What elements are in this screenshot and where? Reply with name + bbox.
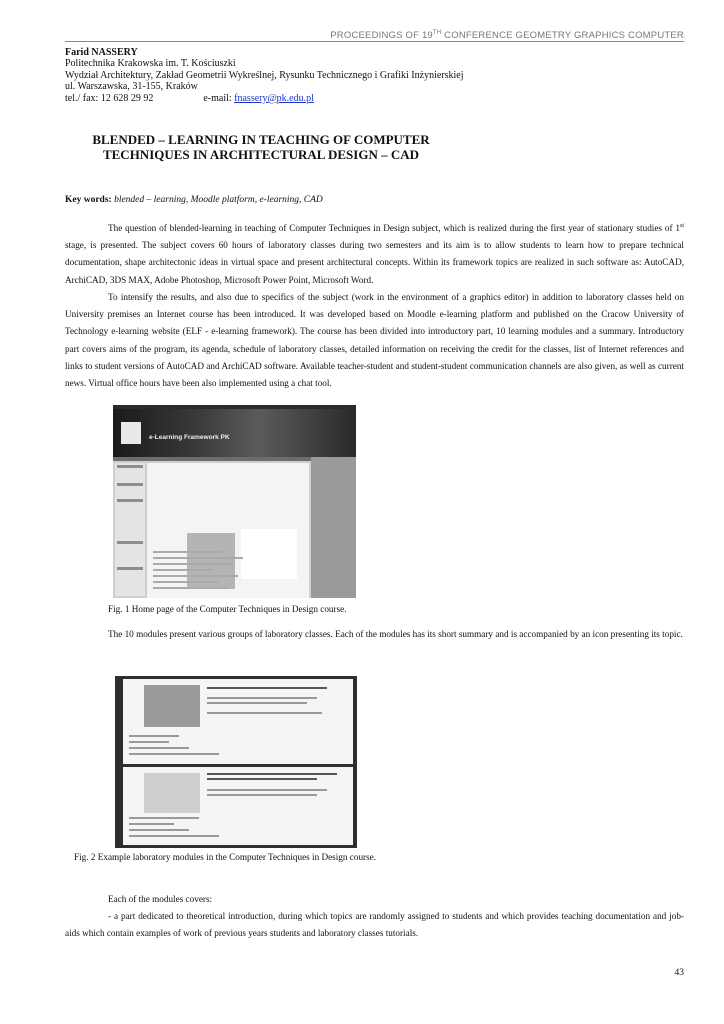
page-number: 43: [674, 968, 684, 978]
paragraph-5: - a part dedicated to theoretical introduction, during which topics are randomly assigned to students and which provides teaching documentation and job-aids which contain examples of work of previous years students and laboratory classes tutorials.: [65, 911, 684, 939]
figure-2-screenshot: [115, 676, 357, 848]
paragraph-4: Each of the modules covers:: [108, 894, 213, 904]
author-block: [65, 47, 464, 104]
author-phone: tel./ fax: 12 628 29 92: [65, 92, 154, 104]
author-address: ul. Warszawska, 31-155, Kraków: [65, 81, 198, 93]
title-line-2: TECHNIQUES IN ARCHITECTURAL DESIGN – CAD: [102, 146, 420, 162]
figure-2-caption: Fig. 2 Example laboratory modules in the Computer Techniques in Design course.: [74, 852, 377, 862]
keywords: [65, 195, 323, 205]
paragraph-3: The 10 modules present various groups of laboratory classes. Each of the modules has its short summary and is accompanied by an icon presenting its topic.: [108, 629, 683, 639]
figure-1-banner-text: e-Learning Framework PK: [149, 434, 230, 441]
paragraph-2: To intensify the results, and also due to specifics of the subject (work in the environment of a graphics editor) in addition to laboratory classes held on University premises an Internet course has been introduced. It was developed based on Moodle e-learning platform and published on the Cracow University of Technology e-learning website (ELF - e-learning framework). The course has been divided into introductory part, 10 learning modules and a summary. Introductory part covers aims of the program, its agenda, schedule of laboratory classes, detailed information on receiving the credit for the classes, list of Internet references and links to student versions of AutoCAD and ArchiCAD software. Available teacher-student and student-student communication channels are also given, as well as current news. Virtual office hours have been also implemented using a chat tool.: [65, 292, 684, 389]
author-name: Farid NASSERY: [65, 47, 138, 58]
paper-title: [65, 133, 457, 162]
keywords-label: Key words:: [65, 195, 112, 205]
author-department: Wydział Architektury, Zakład Geometrii Wykreślnej, Rysunku Technicznego i Grafiki Inżynierskiej: [65, 69, 464, 81]
paragraph-1: The question of blended-learning in teaching of Computer Techniques in Design subject, which is realized during the first year of stationary studies of 1st stage, is presented. The subject covers 60 hours of laboratory classes during two semesters and its aim is to allow students to learn how to prepare technical documentation, shape architectonic ideas in virtual space and present architectural concepts. Within its framework topics are realized in such software as: AutoCAD, ArchiCAD, 3DS MAX, Adobe Photoshop, Microsoft Power Point, Microsoft Word.: [65, 222, 684, 285]
university-logo: [121, 422, 141, 444]
title-line-1: BLENDED – LEARNING IN TEACHING OF COMPUTER: [92, 132, 430, 147]
figure-1-caption: Fig. 1 Home page of the Computer Techniques in Design course.: [108, 604, 347, 614]
keywords-text: blended – learning, Moodle platform, e-learning, CAD: [111, 195, 323, 205]
header-rule: [65, 41, 684, 42]
email-link[interactable]: fnassery@pk.edu.pl: [234, 92, 314, 104]
author-institution: Politechnika Krakowska im. T. Kościuszki: [65, 58, 236, 70]
running-head: PROCEEDINGS OF 19TH CONFERENCE GEOMETRY GRAPHICS COMPUTER: [330, 30, 684, 42]
figure-1-screenshot: [113, 405, 356, 598]
author-contact: [65, 93, 464, 104]
email-label: e-mail:: [203, 92, 235, 104]
